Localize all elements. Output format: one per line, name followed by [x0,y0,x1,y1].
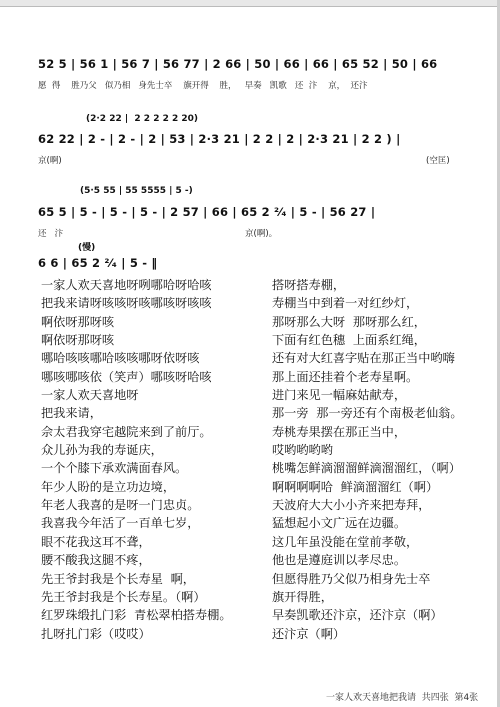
lyric-line: 搭呀搭寿棚， [272,278,346,292]
page-footer: 一家人欢天喜地把我请 共四张 第4张 [326,693,479,703]
lyric-line: 桃嘴怎鲜滴溜溜鲜滴溜溜红，（啊） [272,461,461,476]
lyric-line: 旗开得胜， [272,589,333,604]
lyric-line: 哪咳哪咳依（笑声）哪咳呀哈咳 [41,369,212,384]
tempo-marking: (慢) [78,243,96,253]
lyric-line: 他也是遵庭训以孝尽忠。 [272,553,407,568]
lyric-line: 腰不酸我这腿不疼， [41,553,151,568]
notation-row-4: 6 6 | 65 2 ²⁄₄ | 5 - ‖ [38,256,158,270]
lyric-line: 啊依呀那呀咳 [41,314,115,329]
lyric-line: 佘太君我穿宅越院来到了前厅。 [41,424,212,439]
notation-row-2: 62 22 | 2 - | 2 - | 2 | 53 | 2·3 21 | 2 2 | 2 | 2·3 21 | 2 2 ) | [38,132,401,146]
lyric-line: 天波府大大小小齐来把寿拜， [272,498,431,513]
lyrics-row-3: 还 汴 [38,229,64,239]
upper-voice-row-3: (5·5 55 | 55 5555 | 5 -) [80,186,193,196]
lyric-line: 猛想起小文广远在边疆。 [272,516,407,531]
lyric-line: 一家人欢天喜地呀 [41,388,139,403]
lyric-line: 那呀那么大呀 那呀那么红， [272,314,426,329]
notation-row-1: 52 5 | 56 1 | 56 7 | 56 77 | 2 66 | 50 | 66 | 66 | 65 52 | 50 | 66 [38,57,438,71]
lyric-line: 我喜我今年活了一百单七岁， [41,516,200,531]
lyric-line: 眼不花我这耳不聋， [41,534,151,549]
lyric-line: 一个个膝下承欢满面春风。 [41,461,188,476]
lyrics-column-left [41,276,266,643]
lyrics-column-right [272,276,497,643]
lyric-line: 还有对大红喜字贴在那正当中哟嗨 [272,351,455,366]
lyrics-row-2: 京(啊) [38,156,62,166]
lyric-line: 那一旁 那一旁还有个南极老仙翁。 [272,406,463,421]
lyric-line: 寿棚当中到着一对红纱灯， [272,296,419,311]
lyric-line: 哪哈咳咳哪哈咳咳哪呀依呀咳 [41,351,200,366]
lyrics-row-1: 愿 得 胜乃父 似乃相 身先士卒 旗开得 胜， 早奏 凯歌 还 汴 京， 还汴 [38,81,368,91]
lyric-line: 把我来请， [41,406,102,421]
upper-voice-row-2: (2·2 22 | 2 2 2 2 2 20) [86,114,199,124]
top-border [0,0,500,7]
lyric-line: 先王爷封我是个长寿星。（啊） [41,589,206,604]
lyric-line: 进门来见一幅麻姑献寿， [272,388,407,403]
lyric-line: 下面有红色穗 上面系红绳， [272,333,426,348]
lyric-line: 还汴京（啊） [272,626,346,641]
lyrics-row-3-right: 京(啊)。 [245,229,278,239]
lyric-line: 众儿孙为我的寿诞庆， [41,443,163,458]
lyric-line: 但愿得胜乃父似乃相身先士卒 [272,571,431,586]
lyric-line: 年老人我喜的是呀一门忠贞。 [41,498,200,513]
lyric-line: 把我来请呀咳咳呀咳哪咳呀咳咳 [41,296,212,311]
lyric-line: 寿桃寿果摆在那正当中， [272,424,407,439]
lyric-line: 扎呀扎门彩（哎哎） [41,626,151,641]
lyric-line: 啊啊啊啊哈 鲜滴溜溜红（啊） [272,479,439,494]
lyric-line: 一家人欢天喜地呀咧哪哈呀哈咳 [41,278,212,292]
lyric-line: 早奏凯歌还汴京，还汴京（啊） [272,608,443,623]
lyric-line: 那上面还挂着个老寿星啊。 [272,369,419,384]
lyric-line: 先王爷封我是个长寿星 啊， [41,571,195,586]
lyric-line: 这几年虽没能在堂前孝敬， [272,534,419,549]
lyric-line: 啊依呀那呀咳 [41,333,115,348]
percussion-hint: (空匡) [426,156,450,166]
lyric-line: 年少人盼的是立功边境， [41,479,176,494]
lyric-line: 哎哟哟哟哟 [272,443,333,458]
lyric-line: 红罗珠缎扎门彩 青松翠柏搭寿棚。 [41,608,232,623]
notation-row-3: 65 5 | 5 - | 5 - | 5 - | 2 57 | 66 | 65 2 ²⁄₄ | 5 - | 56 27 | [38,205,376,219]
